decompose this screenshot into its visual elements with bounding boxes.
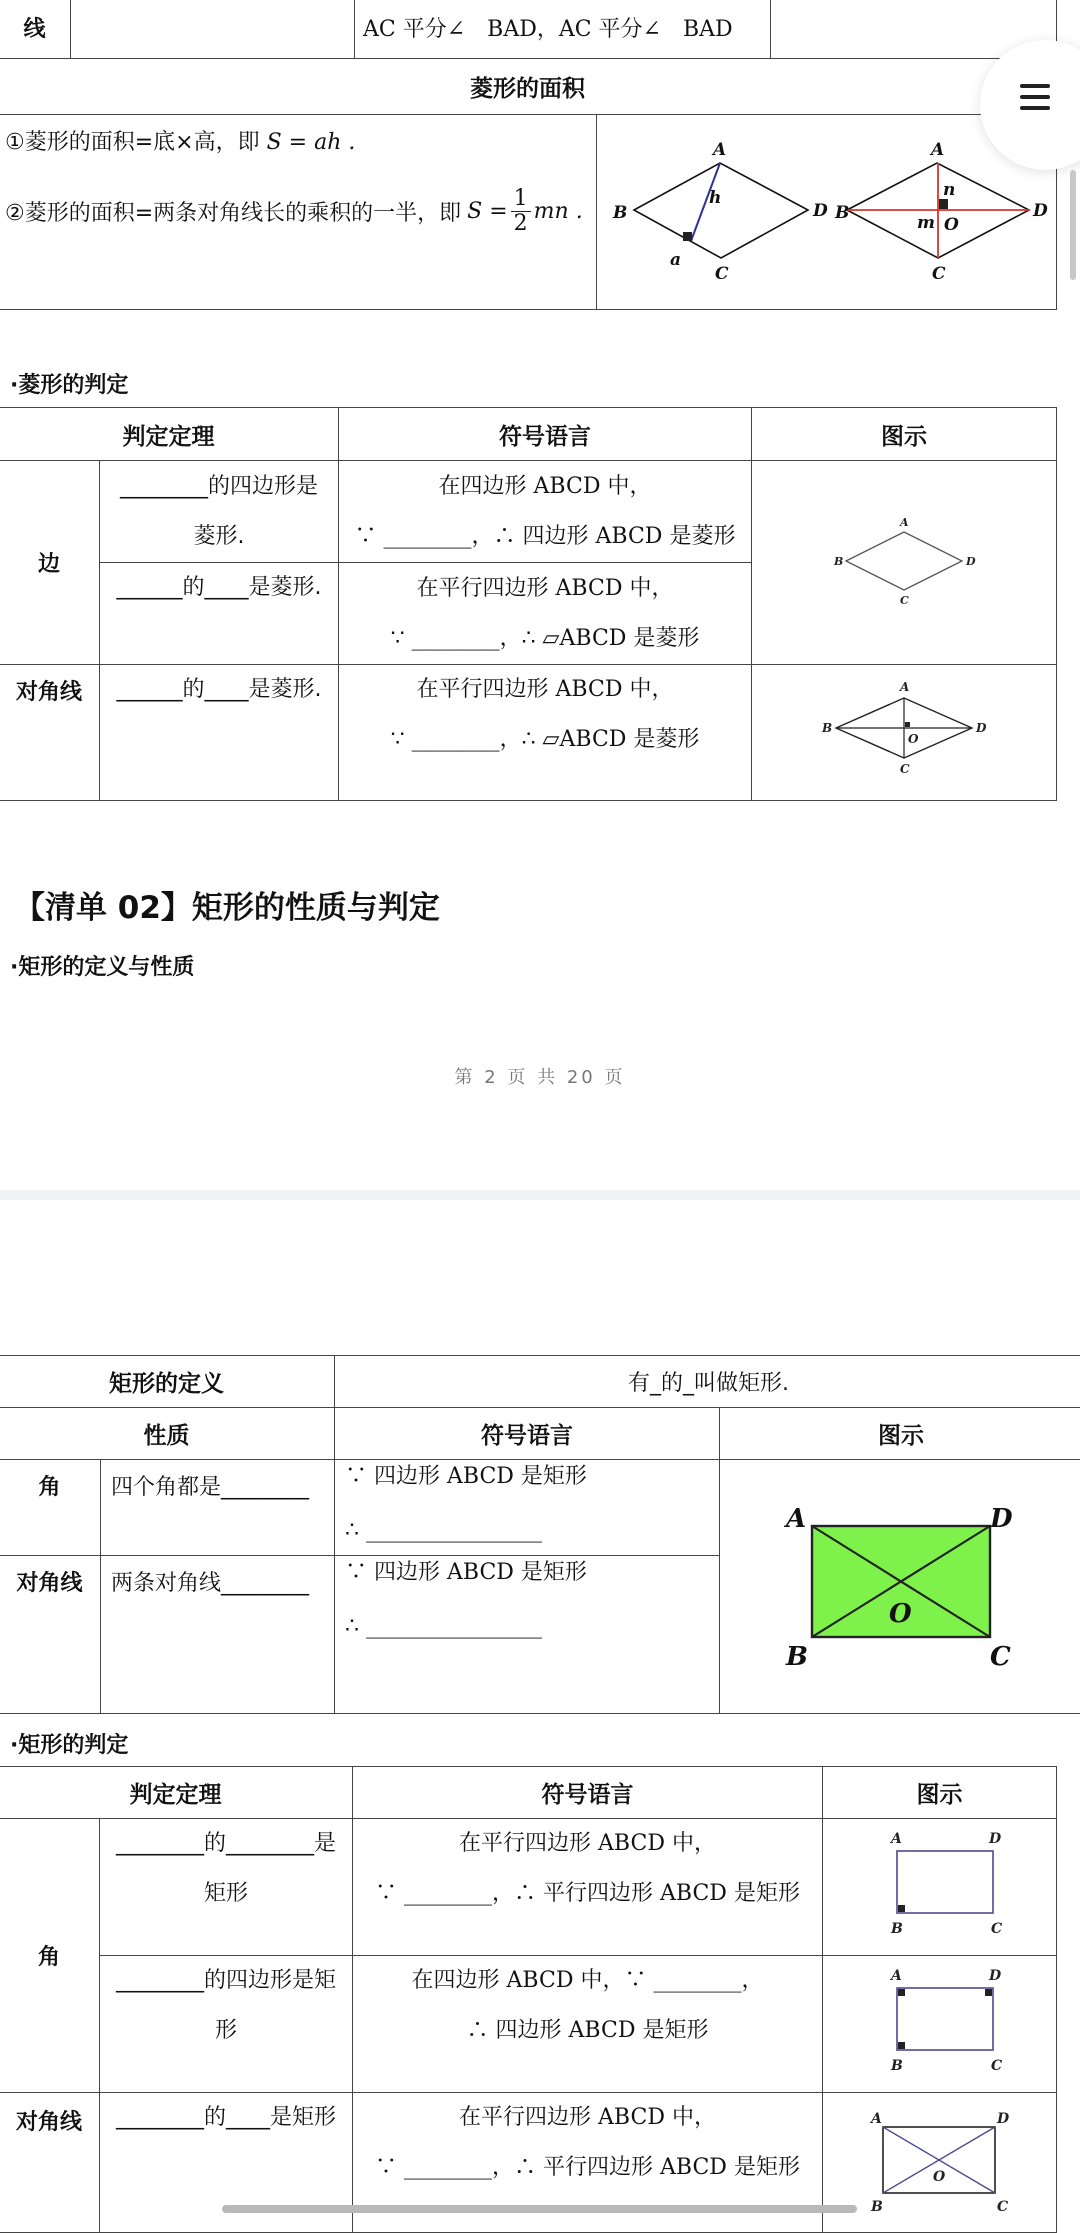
green-rectangle-figure	[776, 1495, 1026, 1675]
rect-one-right-angle-figure	[865, 1825, 1015, 1945]
area-table	[0, 58, 1057, 310]
rect-theorem-2	[100, 1956, 353, 2093]
fig1-label-a-small: a	[670, 250, 681, 270]
props-header-property: 性质	[0, 1408, 335, 1460]
fig2-label-c: C	[932, 264, 946, 284]
big-rect-label-a: A	[783, 1504, 806, 1534]
top-row-label: 线	[0, 0, 71, 59]
rect-definition-section-title: ·矩形的定义与性质	[10, 950, 194, 981]
small-fig-label-c: C	[900, 594, 909, 607]
prop-angle-symbol	[335, 1460, 720, 1556]
rect-theorem-1	[100, 1819, 353, 1956]
rhombus-symbol-3	[339, 665, 752, 801]
header-symbol: 符号语言	[339, 408, 752, 461]
rect-header-symbol: 符号语言	[353, 1767, 823, 1819]
rect-header-theorem: 判定定理	[0, 1767, 353, 1819]
rhombus-figure-side	[752, 461, 1057, 665]
rect-symbol-1-b: ∵ ________，∴ 平行四边形 ABCD 是矩形	[353, 1869, 822, 1919]
fig2-label-m: m	[917, 213, 935, 233]
props-header-figure: 图示	[720, 1408, 1080, 1460]
rect-theorem-1-b: 矩形	[100, 1869, 352, 1919]
prop-group-diagonal: 对角线	[0, 1556, 101, 1714]
rhombus-small-figure	[824, 506, 984, 616]
rhombus-theorem-3: ______的____是菱形.	[100, 665, 339, 801]
area-fraction	[511, 187, 531, 236]
rect-definition-label: 矩形的定义	[0, 1356, 335, 1408]
rect-symbol-2-a: 在四边形 ABCD 中，∵ ________，	[353, 1956, 822, 2006]
rect-group-angle: 角	[0, 1819, 100, 2093]
theorem-1-line-a: ________的四边形是	[100, 462, 338, 512]
big-rect-label-c: C	[990, 1642, 1011, 1672]
rhombus-judgement-table	[0, 407, 1057, 801]
vertical-scrollbar[interactable]	[1070, 170, 1076, 280]
rhombus-figure-diagonal	[752, 665, 1057, 801]
r2-label-b: B	[890, 2058, 903, 2074]
page-footer: 第 2 页 共 20 页	[0, 1063, 1080, 1089]
area-formulas	[0, 115, 597, 310]
r3-label-c: C	[997, 2199, 1008, 2215]
prop-angle-text: 四个角都是________	[101, 1460, 335, 1556]
rect-judgement-table	[0, 1766, 1057, 2233]
rhombus-theorem-1	[100, 461, 339, 563]
diag-fig-label-c: C	[900, 762, 910, 776]
fig2-label-n: n	[943, 180, 955, 200]
rect-figure-1	[823, 1819, 1057, 1956]
big-rect-label-o: O	[889, 1599, 912, 1629]
rect-figure-3	[823, 2093, 1057, 2233]
symbol-3-line-b: ∵ ________，∴ ▱ABCD 是菱形	[339, 715, 751, 765]
rhombus-theorem-2: ______的____是菱形.	[100, 563, 339, 665]
r1-label-a: A	[889, 1831, 902, 1847]
area-line-2: ②菱形的面积=两条对角线长的乘积的一半，即	[5, 196, 461, 227]
r1-label-d: D	[988, 1831, 1002, 1847]
hamburger-icon-line-3	[1020, 106, 1050, 110]
area-figures	[597, 115, 1057, 310]
rhombus-diagonal-figure	[814, 671, 994, 791]
rect-diagonals-figure	[855, 2101, 1025, 2221]
rect-properties-table	[0, 1355, 1080, 1714]
rect-symbol-1	[353, 1819, 823, 1956]
fraction-numerator: 1	[511, 187, 531, 212]
symbol-3-line-a: 在平行四边形 ABCD 中，	[339, 665, 751, 715]
rhombus-symbol-1	[339, 461, 752, 563]
r2-label-d: D	[988, 1968, 1002, 1984]
list-02-title: 【清单 02】矩形的性质与判定	[14, 882, 440, 927]
symbol-2-line-b: ∵ ________，∴ ▱ABCD 是菱形	[339, 614, 751, 664]
prop-diagonal-symbol	[335, 1556, 720, 1714]
diag-fig-label-b: B	[821, 721, 832, 735]
fraction-denominator: 2	[514, 211, 528, 236]
big-rect-label-d: D	[989, 1504, 1013, 1534]
right-angle-mark	[683, 232, 692, 241]
prop-group-angle: 角	[0, 1460, 101, 1556]
r2-label-c: C	[991, 2058, 1002, 2074]
diag-fig-label-a: A	[899, 680, 909, 694]
props-header-symbol: 符号语言	[335, 1408, 720, 1460]
horizontal-scrollbar[interactable]	[222, 2205, 857, 2213]
r1-label-c: C	[991, 1921, 1002, 1937]
area-formula-1: S = ah .	[267, 130, 356, 155]
area-header: 菱形的面积	[0, 59, 1057, 115]
r3-label-a: A	[869, 2111, 882, 2127]
symbol-1-line-b: ∵ ________，∴ 四边形 ABCD 是菱形	[339, 512, 751, 562]
top-partial-table	[0, 0, 1057, 59]
r1-label-b: B	[890, 1921, 903, 1937]
rhombus-with-height	[634, 163, 808, 258]
prop-angle-symbol-b: ∴ ________________	[345, 1516, 719, 1546]
rect-theorem-2-a: ________的四边形是矩	[100, 1956, 352, 2006]
rect-symbol-2	[353, 1956, 823, 2093]
diag-right-angle-mark	[939, 199, 948, 209]
rect-figure-cell	[720, 1460, 1080, 1714]
symbol-2-line-a: 在平行四边形 ABCD 中，	[339, 564, 751, 614]
diag-fig-label-o: O	[908, 732, 919, 746]
rect-definition-text: 有_的_叫做矩形.	[335, 1356, 1080, 1408]
rect-theorem-2-b: 形	[100, 2006, 352, 2056]
fig2-label-b: B	[834, 203, 849, 223]
big-rect-label-b: B	[785, 1642, 808, 1672]
area-formula-2-post: mn .	[534, 199, 583, 224]
rect-three-right-angles-figure	[865, 1962, 1015, 2082]
fig1-label-d: D	[812, 201, 828, 221]
rect-header-figure: 图示	[823, 1767, 1057, 1819]
rect-theorem-3: ________的____是矩形	[100, 2093, 353, 2233]
group-side: 边	[0, 461, 100, 665]
header-theorem: 判定定理	[0, 408, 339, 461]
hamburger-icon-line-2	[1020, 95, 1050, 99]
area-formula-2-pre: S =	[467, 199, 508, 224]
header-figure: 图示	[752, 408, 1057, 461]
theorem-1-line-b: 菱形.	[100, 512, 338, 562]
area-line-1: ①菱形的面积=底×高，即	[5, 130, 260, 155]
rect-symbol-2-b: ∴ 四边形 ABCD 是矩形	[353, 2006, 822, 2056]
rhombus-symbol-2	[339, 563, 752, 665]
diag-fig-label-d: D	[975, 721, 987, 735]
small-fig-label-d: D	[965, 555, 976, 568]
page-gap	[0, 1190, 1080, 1200]
fig1-label-c: C	[715, 264, 729, 284]
symbol-1-line-a: 在四边形 ABCD 中，	[339, 462, 751, 512]
rect-symbol-1-a: 在平行四边形 ABCD 中，	[353, 1819, 822, 1869]
rect-symbol-3-a: 在平行四边形 ABCD 中，	[353, 2093, 822, 2143]
prop-angle-symbol-a: ∵ 四边形 ABCD 是矩形	[345, 1462, 719, 1492]
rect-group-diagonal: 对角线	[0, 2093, 100, 2233]
r3-label-o: O	[933, 2169, 946, 2185]
prop-diagonal-text: 两条对角线________	[101, 1556, 335, 1714]
document-page-2	[0, 1200, 1080, 2223]
r3-label-d: D	[996, 2111, 1010, 2127]
rect-judgement-title: ·矩形的判定	[10, 1728, 128, 1759]
r2-label-a: A	[889, 1968, 902, 1984]
fig1-label-a: A	[711, 140, 726, 160]
area-rhombus-figures	[597, 115, 1055, 305]
fig2-label-a: A	[929, 140, 944, 160]
top-row-text: AC 平分∠ BAD，AC 平分∠ BAD	[355, 0, 771, 59]
rect-theorem-1-a: ________的________是	[100, 1819, 352, 1869]
fig2-label-d: D	[1032, 201, 1048, 221]
fig1-label-b: B	[612, 203, 627, 223]
small-fig-label-a: A	[899, 516, 909, 529]
fig1-label-h: h	[709, 188, 721, 208]
group-diagonal: 对角线	[0, 665, 100, 801]
rhombus-judgement-title: ·菱形的判定	[10, 368, 128, 399]
hamburger-icon-line-1	[1020, 84, 1050, 88]
r3-label-b: B	[870, 2199, 883, 2215]
prop-diagonal-symbol-b: ∴ ________________	[345, 1612, 719, 1642]
small-fig-label-b: B	[833, 555, 843, 568]
fig2-label-o: O	[944, 215, 959, 235]
prop-diagonal-symbol-a: ∵ 四边形 ABCD 是矩形	[345, 1558, 719, 1588]
rect-figure-2	[823, 1956, 1057, 2093]
rect-symbol-3-b: ∵ ________，∴ 平行四边形 ABCD 是矩形	[353, 2143, 822, 2193]
